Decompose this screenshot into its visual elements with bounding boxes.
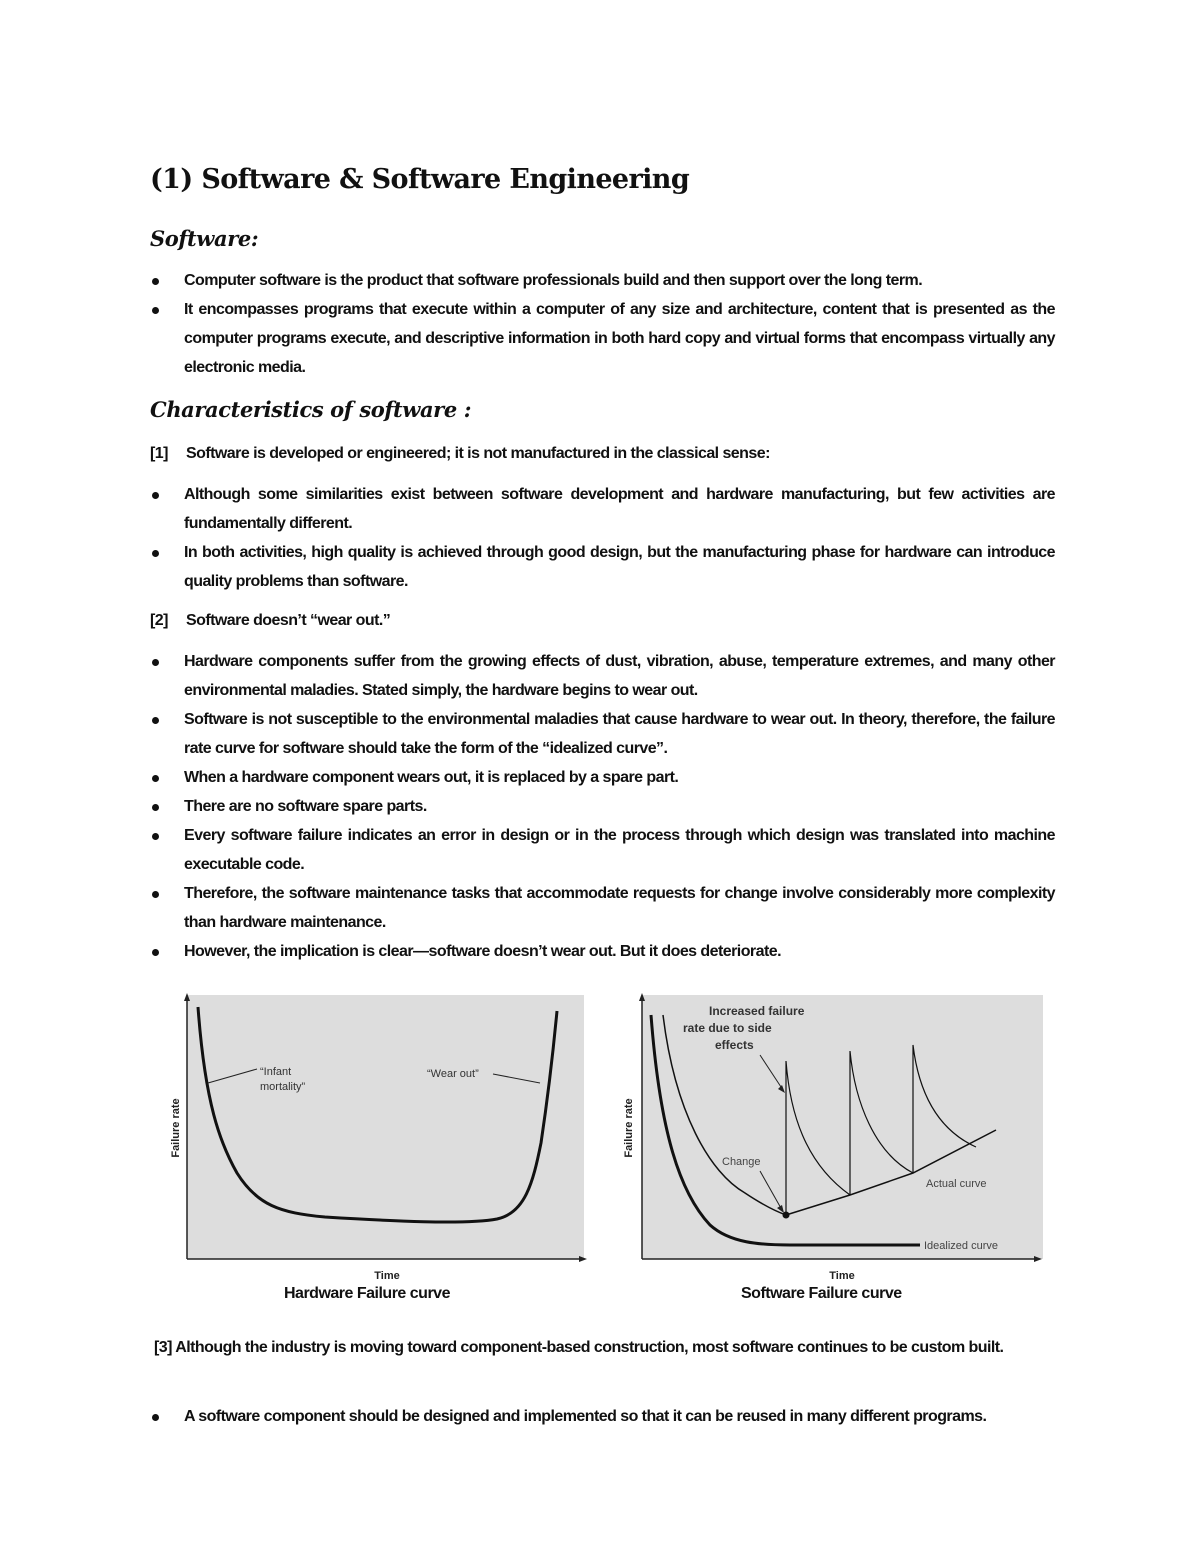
y-axis-label: Failure rate — [623, 1098, 635, 1158]
bullet-icon — [152, 717, 159, 724]
hardware-failure-figure — [165, 993, 590, 1285]
software-failure-chart — [620, 993, 1045, 1285]
increased-label-2: rate due to side — [683, 1021, 772, 1035]
list-item: Every software failure indicates an error in design or in the process through which design was translated into machine executable code. — [150, 821, 1055, 879]
list-item: In both activities, high quality is achieved through good design, but the manufacturing phase for hardware can introduce quality problems than software. — [150, 538, 1055, 596]
characteristics-heading: Characteristics of software : — [150, 397, 472, 422]
list-item: However, the implication is clear—software doesn’t wear out. But it does deteriorate. — [150, 937, 1055, 966]
bullet-icon — [152, 659, 159, 666]
infant-label: “Infant — [260, 1066, 292, 1078]
characteristic-2-bullets — [150, 647, 1055, 966]
bullet-icon — [152, 891, 159, 898]
software-bullets — [150, 266, 1055, 382]
list-item: A software component should be designed and implemented so that it can be reused in many different programs. — [150, 1402, 1055, 1431]
bullet-icon — [152, 550, 159, 557]
list-item: There are no software spare parts. — [150, 792, 1055, 821]
list-item: Software is not susceptible to the environmental maladies that cause hardware to wear out. In theory, therefore, the failure rate curve for software should take the form of the “idealized curve”. — [150, 705, 1055, 763]
wear-out-label: “Wear out” — [427, 1068, 479, 1080]
software-failure-figure — [620, 993, 1045, 1285]
increased-label-3: effects — [715, 1038, 754, 1052]
list-item: Although some similarities exist between software development and hardware manufacturing, but few activities are fundamentally different. — [150, 480, 1055, 538]
bullet-icon — [152, 492, 159, 499]
characteristic-3-bullets — [150, 1402, 1055, 1431]
hardware-failure-chart — [165, 993, 590, 1285]
infant-label-2: mortality” — [260, 1081, 306, 1093]
characteristic-number: [3] — [154, 1339, 172, 1356]
hardware-caption: Hardware Failure curve — [284, 1285, 450, 1302]
software-heading: Software: — [150, 226, 259, 251]
bullet-icon — [152, 833, 159, 840]
characteristic-1: [1] Software is developed or engineered; it is not manufactured in the classical sense: — [150, 439, 1055, 468]
x-axis-label: Time — [829, 1270, 855, 1282]
change-label: Change — [722, 1156, 761, 1168]
bullet-icon — [152, 307, 159, 314]
list-item: Hardware components suffer from the growing effects of dust, vibration, abuse, temperature extremes, and many other environmental maladies. Stated simply, the hardware begins to wear out. — [150, 647, 1055, 705]
page-title: (1) Software & Software Engineering — [150, 164, 690, 195]
list-item: It encompasses programs that execute within a computer of any size and architecture, content that is presented as the computer programs execute, and descriptive information in both hard copy and virtual forms that encompass virtually any electronic media. — [150, 295, 1055, 382]
idealized-curve-label: Idealized curve — [924, 1240, 998, 1252]
bullet-icon — [152, 278, 159, 285]
list-item: Computer software is the product that software professionals build and then support over the long term. — [150, 266, 1055, 295]
software-caption: Software Failure curve — [741, 1285, 902, 1302]
increased-label: Increased failure — [709, 1004, 805, 1018]
characteristic-number: [2] — [150, 612, 168, 629]
bullet-icon — [152, 775, 159, 782]
characteristic-2: [2] Software doesn’t “wear out.” — [150, 606, 1055, 635]
characteristic-number: [1] — [150, 445, 168, 462]
bullet-icon — [152, 949, 159, 956]
characteristic-1-bullets — [150, 480, 1055, 596]
bullet-icon — [152, 804, 159, 811]
y-axis-label: Failure rate — [170, 1098, 182, 1158]
bullet-icon — [152, 1414, 159, 1421]
x-axis-label: Time — [374, 1270, 400, 1282]
actual-curve-label: Actual curve — [926, 1178, 987, 1190]
list-item: When a hardware component wears out, it is replaced by a spare part. — [150, 763, 1055, 792]
list-item: Therefore, the software maintenance tasks that accommodate requests for change involve considerably more complexity than hardware maintenance. — [150, 879, 1055, 937]
characteristic-3: [3] Although the industry is moving toward component-based construction, most software continues to be custom built. — [154, 1339, 1004, 1356]
